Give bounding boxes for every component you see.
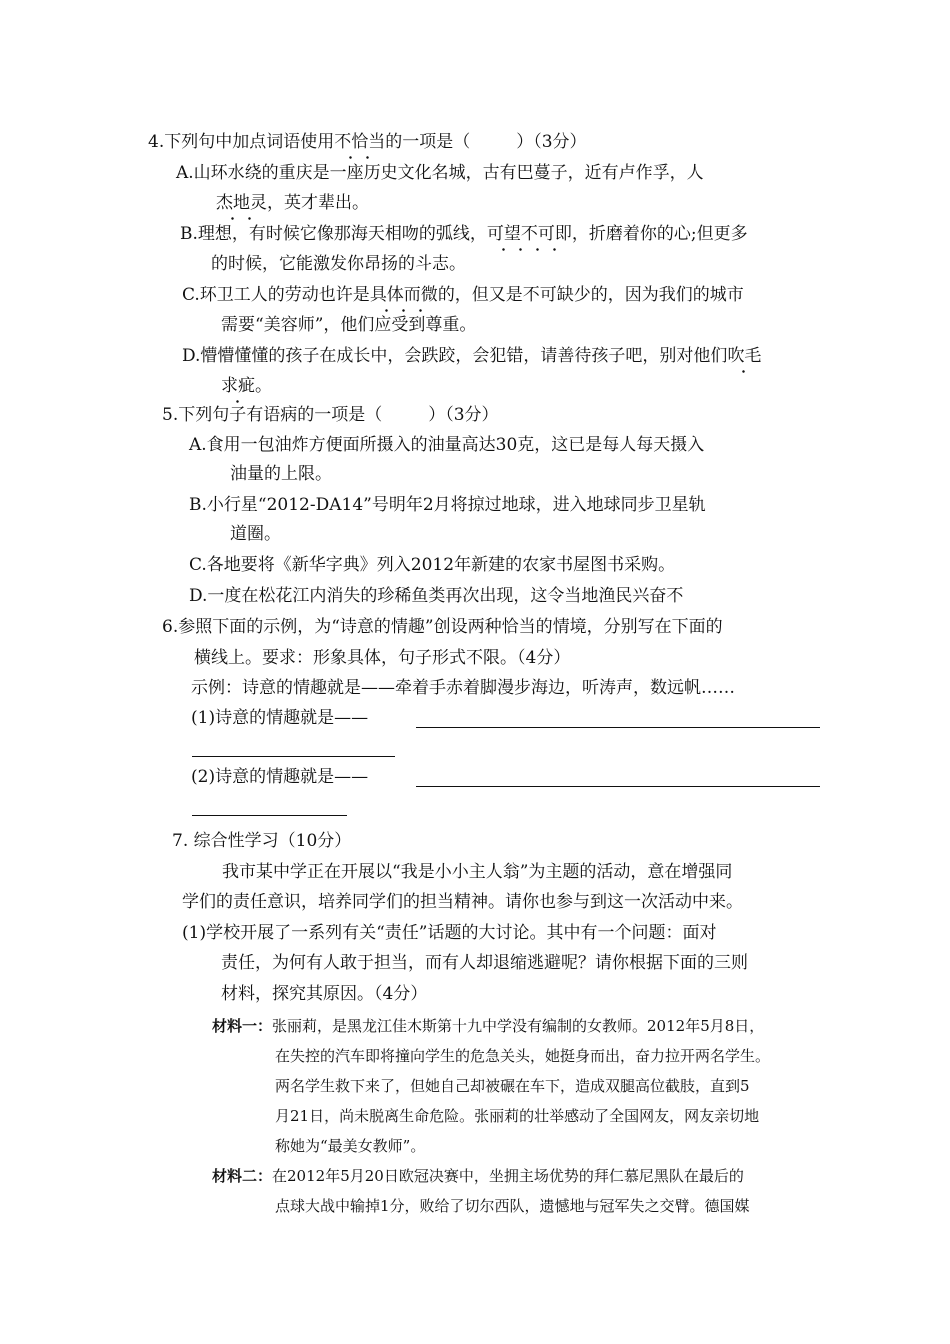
q5-option-a-line1: [189, 434, 704, 456]
q6-example-text: 示例：诗意的情趣就是——牵着手赤着脚漫步海边，听涛声，数远帆……: [191, 678, 735, 698]
q4-option-a-line2: [216, 192, 369, 214]
answer-line-2a[interactable]: [416, 786, 820, 787]
q4-stem-text: 4.下列句中加点词语使用: [148, 132, 335, 152]
q4-option-b-line1: [180, 223, 748, 245]
q6-stem-text: 6.参照下面的示例，为“诗意的情趣”创设两种恰当的情境，分别写在下面的: [162, 617, 723, 637]
q4-option-b-line2: [211, 253, 466, 275]
q7-sub1-line3: [221, 983, 427, 1005]
q4-option-b-text-3: 的时候，它能激发你昂扬的斗志。: [211, 254, 466, 274]
q7-title: [172, 830, 351, 852]
q4-option-c-dotted: 具体而微: [369, 285, 438, 305]
q7-intro-text: 我市某中学正在开展以“我是小小主人翁”为主题的活动，意在增强同: [222, 862, 733, 882]
q5-option-d: [189, 585, 683, 607]
material-1-line5: [275, 1136, 425, 1156]
material-1-line3: [275, 1076, 750, 1096]
material-2-text: 在2012年5月20日欧冠决赛中，坐拥主场优势的拜仁慕尼黑队在最后的: [272, 1167, 744, 1185]
q4-option-a-text: A.山环水绕的重庆是一座历史文化名城，古有巴蔓子，近有卢作孚，人: [176, 163, 704, 183]
q5-stem-text: 5.下列句子有语病的一项是（: [162, 405, 383, 425]
material-1-line1: [212, 1016, 764, 1036]
q5-option-b-text-2: 道圈。: [230, 524, 281, 544]
q7-intro-line1: [222, 861, 732, 883]
q5-stem-score: ）（3分）: [428, 405, 499, 425]
material-1-text-4: 月21日，尚未脱离生命危险。张丽莉的壮举感动了全国网友，网友亲切地: [275, 1107, 760, 1125]
material-1-text: 张丽莉，是黑龙江佳木斯第十九中学没有编制的女教师。2012年5月8日，: [272, 1017, 765, 1035]
material-1-line2: [275, 1046, 770, 1066]
q7-sub1-line1: [182, 922, 716, 944]
q5-stem: [162, 404, 499, 426]
material-1-line4: [275, 1106, 759, 1126]
q5-option-b-line2: [230, 523, 281, 545]
q4-option-d-dotted: 吹毛: [727, 346, 762, 366]
q4-option-b-dotted: 可望不可即: [486, 224, 572, 244]
answer-line-1a[interactable]: [416, 727, 820, 728]
q5-option-c-text: C.各地要将《新华字典》列入2012年新建的农家书屋图书采购。: [189, 555, 676, 575]
q4-option-b-text-2: ，折磨着你的心;但更多: [571, 224, 748, 244]
q5-option-c: [189, 554, 675, 576]
q6-stem-line1: [162, 616, 723, 638]
answer-line-2b[interactable]: [192, 815, 347, 816]
q7-sub1-text: (1)学校开展了一系列有关“责任”话题的大讨论。其中有一个问题：面对: [182, 923, 717, 943]
q4-option-a-dotted: 杰地灵: [216, 193, 267, 213]
q4-option-c-text-3: 需要“美容师”，他们应受到尊重。: [221, 315, 477, 335]
material-2-line1: [212, 1166, 744, 1186]
q4-option-a-text-2: ，英才辈出。: [267, 193, 369, 213]
q4-stem-dotted: 不恰当: [334, 132, 386, 152]
q4-option-d-line1: [182, 345, 761, 367]
q6-item-1: [191, 707, 368, 729]
q7-sub1-text-3: 材料，探究其原因。（4分）: [221, 984, 428, 1004]
q4-option-a-line1: [176, 162, 704, 184]
material-1-text-5: 称她为“最美女教师”。: [275, 1137, 426, 1155]
q4-option-c-line2: [221, 314, 476, 336]
q6-item-1-text: (1)诗意的情趣就是——: [191, 708, 369, 728]
answer-line-1b[interactable]: [192, 756, 395, 757]
q4-option-d-text: D.懵懵懂懂的孩子在成长中，会跌跤，会犯错，请善待孩子吧，别对他们: [182, 346, 728, 366]
q4-option-b-text: B.理想，有时候它像那海天相吻的弧线，: [180, 224, 487, 244]
q6-item-2-text: (2)诗意的情趣就是——: [191, 767, 369, 787]
q7-sub1-line2: [221, 952, 748, 974]
q6-stem-text-2: 横线上。要求：形象具体，句子形式不限。（4分）: [194, 648, 571, 668]
material-1-text-2: 在失控的汽车即将撞向学生的危急关头，她挺身而出，奋力拉开两名学生。: [275, 1047, 771, 1065]
material-2-label: 材料二：: [212, 1167, 273, 1185]
q7-intro-line2: [182, 891, 743, 913]
q7-sub1-text-2: 责任，为何有人敢于担当，而有人却退缩逃避呢？请你根据下面的三则: [221, 953, 748, 973]
q6-stem-line2: [194, 647, 570, 669]
material-2-line2: [275, 1196, 750, 1216]
q4-option-d-line2: [221, 375, 272, 397]
q4-option-d-text-2: 。: [255, 376, 272, 396]
material-1-label: 材料一：: [212, 1017, 273, 1035]
q6-example: [191, 677, 735, 699]
q4-option-c-line1: [182, 284, 744, 306]
material-2-text-2: 点球大战中输掉1分，败给了切尔西队，遗憾地与冠军失之交臂。德国媒: [275, 1197, 750, 1215]
q4-stem-text-2: 的一项是（: [385, 132, 471, 152]
q5-option-d-text: D.一度在松花江内消失的珍稀鱼类再次出现，这令当地渔民兴奋不: [189, 586, 684, 606]
q5-option-b-text: B.小行星“2012-DA14”号明年2月将掠过地球，进入地球同步卫星轨: [189, 495, 706, 515]
q5-option-b-line1: [189, 494, 706, 516]
material-1-text-3: 两名学生救下来了，但她自己却被碾在车下，造成双腿高位截肢，直到5: [275, 1077, 750, 1095]
q7-intro-text-2: 学们的责任意识，培养同学们的担当精神。请你也参与到这一次活动中来。: [182, 892, 743, 912]
q4-stem: [148, 131, 587, 153]
q4-option-c-text: C.环卫工人的劳动也许是: [182, 285, 370, 305]
q4-stem-score: ）（3分）: [516, 132, 587, 152]
q5-option-a-line2: [230, 463, 332, 485]
q6-item-2: [191, 766, 368, 788]
q7-title-text: 7. 综合性学习（10分）: [172, 831, 352, 851]
q4-option-c-text-2: 的，但又是不可缺少的，因为我们的城市: [437, 285, 744, 305]
q4-option-d-dotted-2: 求疵: [221, 376, 255, 396]
q5-option-a-text: A.食用一包油炸方便面所摄入的油量高达30克，这已是每人每天摄入: [189, 435, 705, 455]
q5-option-a-text-2: 油量的上限。: [230, 464, 332, 484]
